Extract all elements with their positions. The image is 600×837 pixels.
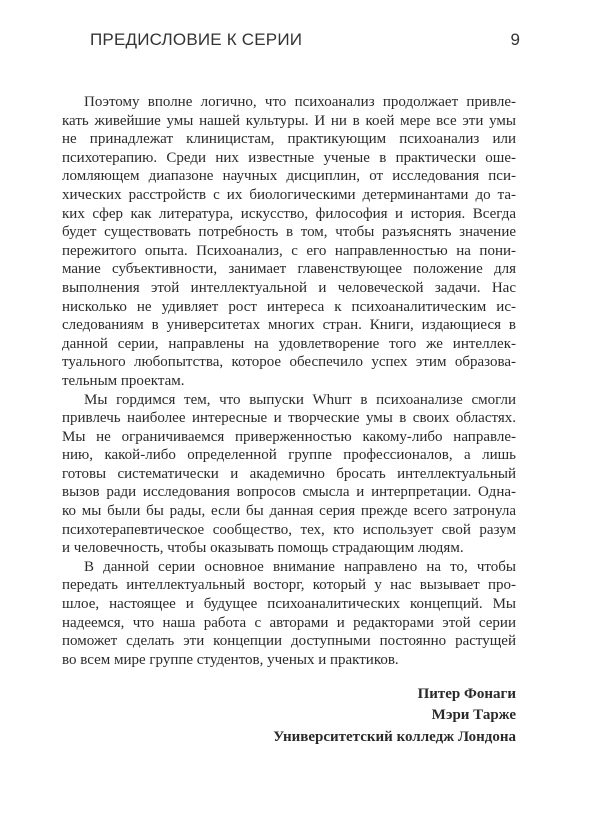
text-line: кать живейшие умы нашей культуры. И ни в коей мере все эти умы (62, 112, 516, 129)
paragraph (62, 93, 516, 391)
text-line: готовы систематически и академично бросать интеллектуальный (62, 465, 516, 482)
text-line: вызов ради исследования вопросов смысла и интерпретации. Одна- (62, 484, 516, 501)
text-line: надеемся, что наша работа с авторами и редакторами этой серии (62, 614, 516, 631)
text-line: данной серии, направлены на удовлетворение того же интеллек- (62, 335, 516, 352)
text-line: нисколько не удивляет рост интереса к психоаналитическим ис- (62, 298, 516, 315)
text-line: психотерапию. Среди них известные ученые в практически оше- (62, 149, 516, 166)
signature-author-2: Мэри Тарже (431, 707, 516, 724)
text-line: Мы гордимся тем, что выпуски Whurr в психоанализе смогли (84, 391, 516, 408)
text-line: поможет сделать эти концепции доступными постоянно растущей (62, 633, 516, 650)
paragraph (62, 558, 516, 670)
text-line: следованиям в университетах многих стран. Книги, издающиеся в (62, 317, 516, 334)
text-line: Поэтому вполне логично, что психоанализ продолжает привле- (84, 94, 516, 110)
text-line: пережитого опыта. Психоанализ, с его направленностью на пони- (62, 242, 516, 259)
text-line: психотерапевтическое сообщество, тех, кто использует свой разум (62, 521, 516, 538)
text-line: туального любопытства, которое обеспечило успех этим образова- (62, 354, 516, 371)
text-line: ломляющем диапазоне научных дисциплин, от исследования пси- (62, 168, 516, 185)
signature-author-1: Питер Фонаги (417, 686, 516, 702)
text-line: тельным проектам. (62, 372, 185, 389)
signature-block (273, 684, 516, 748)
text-line: В данной серии основное внимание направлено на то, чтобы (84, 558, 516, 575)
page-number: 9 (510, 30, 520, 49)
paragraph (62, 391, 516, 558)
text-line: нию, какой-либо определенной группе профессионалов, а лишь (62, 447, 516, 464)
text-line: выполнения этой интеллектуальной и человеческой задачи. Нас (62, 279, 516, 296)
text-line: передать интеллектуальный восторг, который у нас вызывает про- (62, 577, 516, 594)
text-line: ко мы были бы рады, если бы данная серия прежде всего затронула (62, 503, 516, 520)
text-line: мание субъективности, занимает главенствующее положение для (62, 261, 516, 278)
text-line: не принадлежат клиницистам, практикующим психоанализ или (62, 131, 516, 148)
text-line: во всем мире группе студентов, ученых и практиков. (62, 651, 399, 668)
text-line: Мы не ограничиваемся приверженностью какому-либо направле- (62, 428, 516, 445)
text-line: будет существовать потребность в том, чтобы разъяснять значение (62, 224, 516, 241)
body-text (62, 93, 516, 669)
signature-affiliation: Университетский колледж Лондона (273, 728, 516, 745)
text-line: и человечность, чтобы оказывать помощь страдающим людям. (62, 540, 464, 557)
text-line: хических расстройств с их биологическими детерминантами до та- (62, 186, 516, 203)
running-header-title: ПРЕДИСЛОВИЕ К СЕРИИ (90, 30, 303, 49)
text-line: ких сфер как литература, искусство, философия и история. Всегда (62, 205, 516, 222)
text-line: шлое, настоящее и будущее психоаналитических концепций. Мы (62, 596, 516, 613)
running-header (90, 30, 520, 54)
text-line: привлечь наиболее интересные и творческие умы в своих областях. (62, 410, 516, 427)
